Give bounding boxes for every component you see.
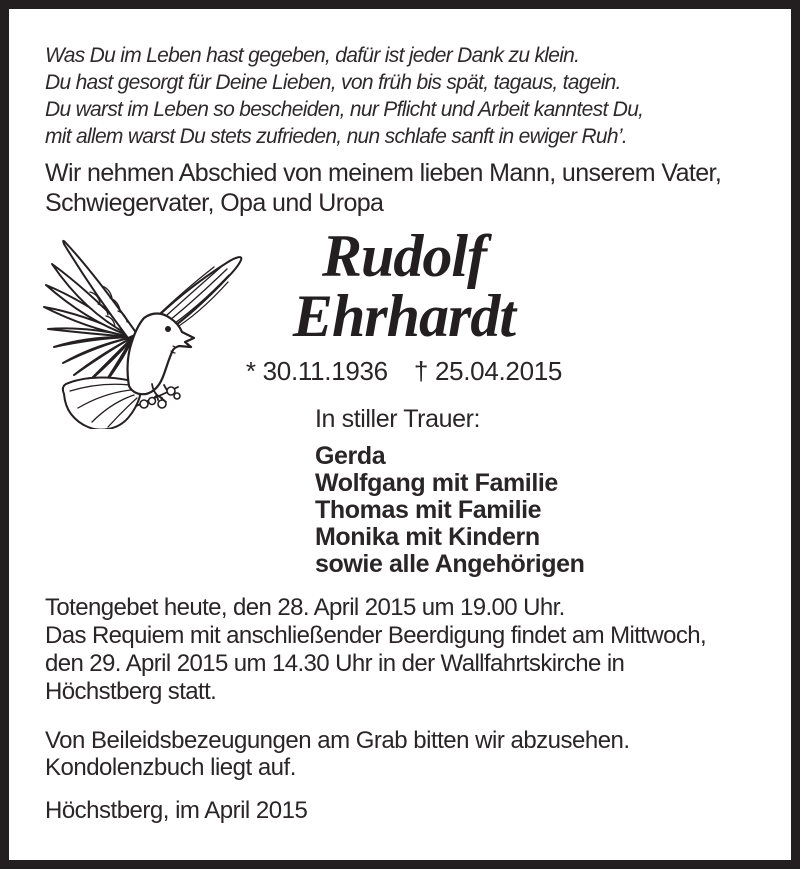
poem-line: Was Du im Leben hast gegeben, dafür ist jeder Dank zu klein.: [45, 44, 580, 67]
service-line: Das Requiem mit anschließender Beerdigung findet am Mittwoch,: [45, 622, 707, 649]
mourner-name: sowie alle Angehörigen: [315, 550, 585, 578]
place-date: Höchstberg, im April 2015: [45, 797, 308, 824]
mourners-heading: In stiller Trauer:: [315, 405, 481, 433]
intro-line: Schwiegervater, Opa und Uropa: [45, 189, 384, 217]
poem-line: mit allem warst Du stets zufrieden, nun schlafe sanft in ewiger Ruh’.: [45, 125, 627, 148]
intro-line: Wir nehmen Abschied von meinem lieben Mann, unserem Vater,: [45, 159, 722, 187]
condolence-note: [45, 727, 630, 781]
service-line: Totengebet heute, den 28. April 2015 um 19.00 Uhr.: [45, 594, 565, 621]
death-date: † 25.04.2015: [413, 356, 563, 386]
mourner-name: Monika mit Kindern: [315, 523, 540, 551]
deceased-last-name: Ehrhardt: [292, 283, 516, 349]
service-details: [45, 594, 706, 706]
mourner-name: Thomas mit Familie: [315, 496, 542, 524]
mourners-block: [315, 404, 585, 578]
deceased-name-block: [230, 223, 578, 386]
poem-line: Du hast gesorgt für Deine Lieben, von früh bis spät, tagaus, tagein.: [45, 71, 621, 94]
mourner-name: Wolfgang mit Familie: [315, 469, 558, 497]
condolence-line: Kondolenzbuch liegt auf.: [45, 754, 296, 781]
life-dates: [230, 356, 578, 386]
memorial-poem: [45, 42, 643, 150]
dove-icon: [40, 234, 245, 429]
deceased-first-name: Rudolf: [321, 223, 487, 289]
farewell-intro: [45, 158, 721, 218]
poem-line: Du warst im Leben so bescheiden, nur Pflicht und Arbeit kanntest Du,: [45, 98, 644, 121]
mourner-name: Gerda: [315, 442, 386, 470]
service-line: Höchstberg statt.: [45, 678, 217, 705]
condolence-line: Von Beileidsbezeugungen am Grab bitten wir abzusehen.: [45, 727, 630, 754]
mourner-names: [315, 443, 585, 578]
birth-date: * 30.11.1936: [245, 356, 388, 386]
service-line: den 29. April 2015 um 14.30 Uhr in der Wallfahrtskirche in: [45, 650, 625, 677]
